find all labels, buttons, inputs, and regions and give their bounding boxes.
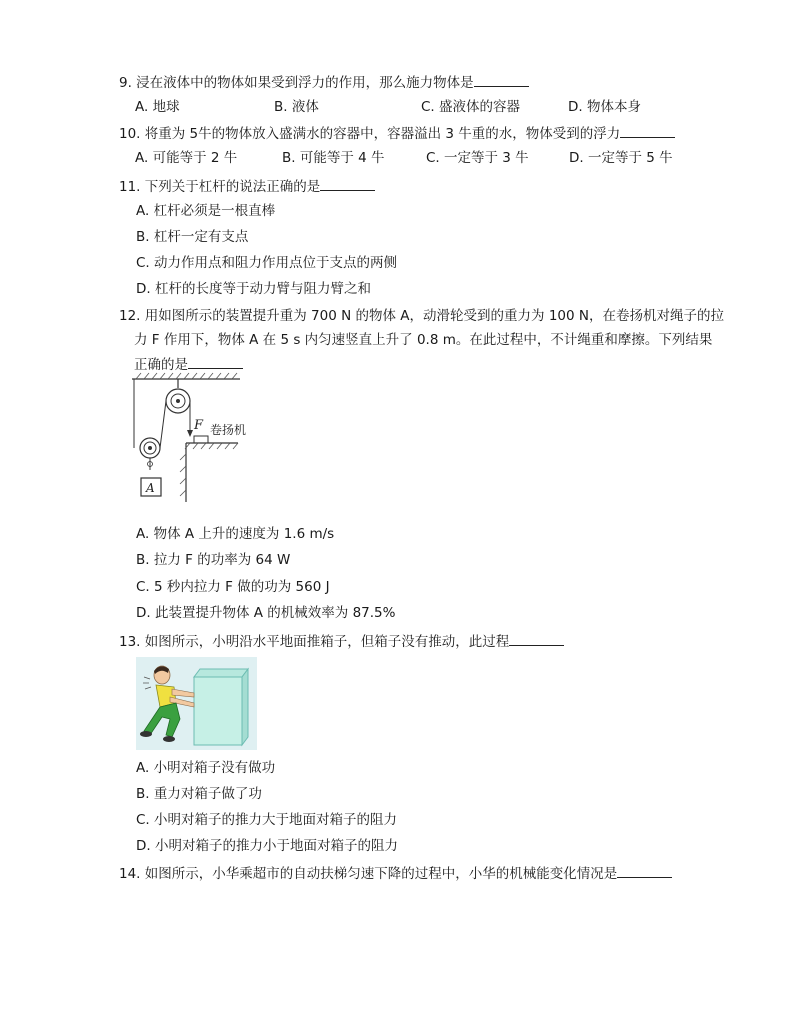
winch (186, 436, 215, 443)
question-11-option-b: B. 杠杆一定有支点 (136, 229, 249, 245)
question-12-option-c: C. 5 秒内拉力 F 做的功为 560 J (136, 579, 330, 595)
question-9-stem: 9. 浸在液体中的物体如果受到浮力的作用，那么施力物体是 (119, 73, 529, 92)
question-9-option-b: B. 液体 (274, 99, 319, 115)
movable-pulley (140, 438, 160, 470)
question-12-stem-line-3: 正确的是 (134, 355, 243, 374)
question-10-option-a: A. 可能等于 2 牛 (135, 150, 238, 166)
question-11-option-a: A. 杠杆必须是一根直棒 (136, 203, 276, 219)
question-12-option-b: B. 拉力 F 的功率为 64 W (136, 552, 291, 568)
fixed-pulley (166, 379, 190, 413)
ceiling (132, 373, 240, 379)
question-9-option-a: A. 地球 (135, 99, 180, 115)
question-12-option-d: D. 此装置提升物体 A 的机械效率为 87.5% (136, 605, 396, 621)
answer-blank (620, 124, 675, 138)
question-9-option-c: C. 盛液体的容器 (421, 99, 521, 115)
question-11-stem: 11. 下列关于杠杆的说法正确的是 (119, 177, 375, 196)
question-10-stem: 10. 将重为 5牛的物体放入盛满水的容器中，容器溢出 3 牛重的水，物体受到的浮力 (119, 124, 675, 143)
answer-blank (509, 632, 564, 646)
question-13-option-c: C. 小明对箱子的推力大于地面对箱子的阻力 (136, 812, 398, 828)
question-12-stem-line-2: 力 F 作用下，物体 A 在 5 s 内匀速竖直上升了 0.8 m。在此过程中，不计绳重和摩擦。下列结果 (134, 332, 713, 348)
winch-label: 卷扬机 (210, 423, 247, 437)
pushing-box-illustration (136, 657, 257, 750)
weight-label: A (146, 481, 155, 495)
ground (180, 443, 238, 502)
question-11-option-c: C. 动力作用点和阻力作用点位于支点的两侧 (136, 255, 398, 271)
question-11-option-d: D. 杠杆的长度等于动力臂与阻力臂之和 (136, 281, 371, 297)
box (194, 669, 248, 745)
question-14-stem: 14. 如图所示，小华乘超市的自动扶梯匀速下降的过程中，小华的机械能变化情况是 (119, 864, 672, 883)
answer-blank (320, 177, 375, 191)
question-13-option-b: B. 重力对箱子做了功 (136, 786, 262, 802)
question-13-option-a: A. 小明对箱子没有做功 (136, 760, 276, 776)
question-13-stem: 13. 如图所示，小明沿水平地面推箱子，但箱子没有推动，此过程 (119, 632, 564, 651)
question-9-option-d: D. 物体本身 (568, 99, 641, 115)
question-10-option-c: C. 一定等于 3 牛 (426, 150, 529, 166)
answer-blank (188, 355, 243, 369)
question-10-option-b: B. 可能等于 4 牛 (282, 150, 385, 166)
pulley-system-figure (120, 370, 260, 502)
force-label: F (194, 418, 204, 433)
answer-blank (617, 864, 672, 878)
question-13-option-d: D. 小明对箱子的推力小于地面对箱子的阻力 (136, 838, 398, 854)
answer-blank (474, 73, 529, 87)
weight-block (141, 478, 161, 496)
question-10-option-d: D. 一定等于 5 牛 (569, 150, 673, 166)
question-12-stem-line-1: 12. 用如图所示的装置提升重为 700 N 的物体 A，动滑轮受到的重力为 100 N，在卷扬机对绳子的拉 (119, 308, 724, 324)
force-arrow (187, 430, 193, 437)
question-12-option-a: A. 物体 A 上升的速度为 1.6 m/s (136, 526, 335, 542)
